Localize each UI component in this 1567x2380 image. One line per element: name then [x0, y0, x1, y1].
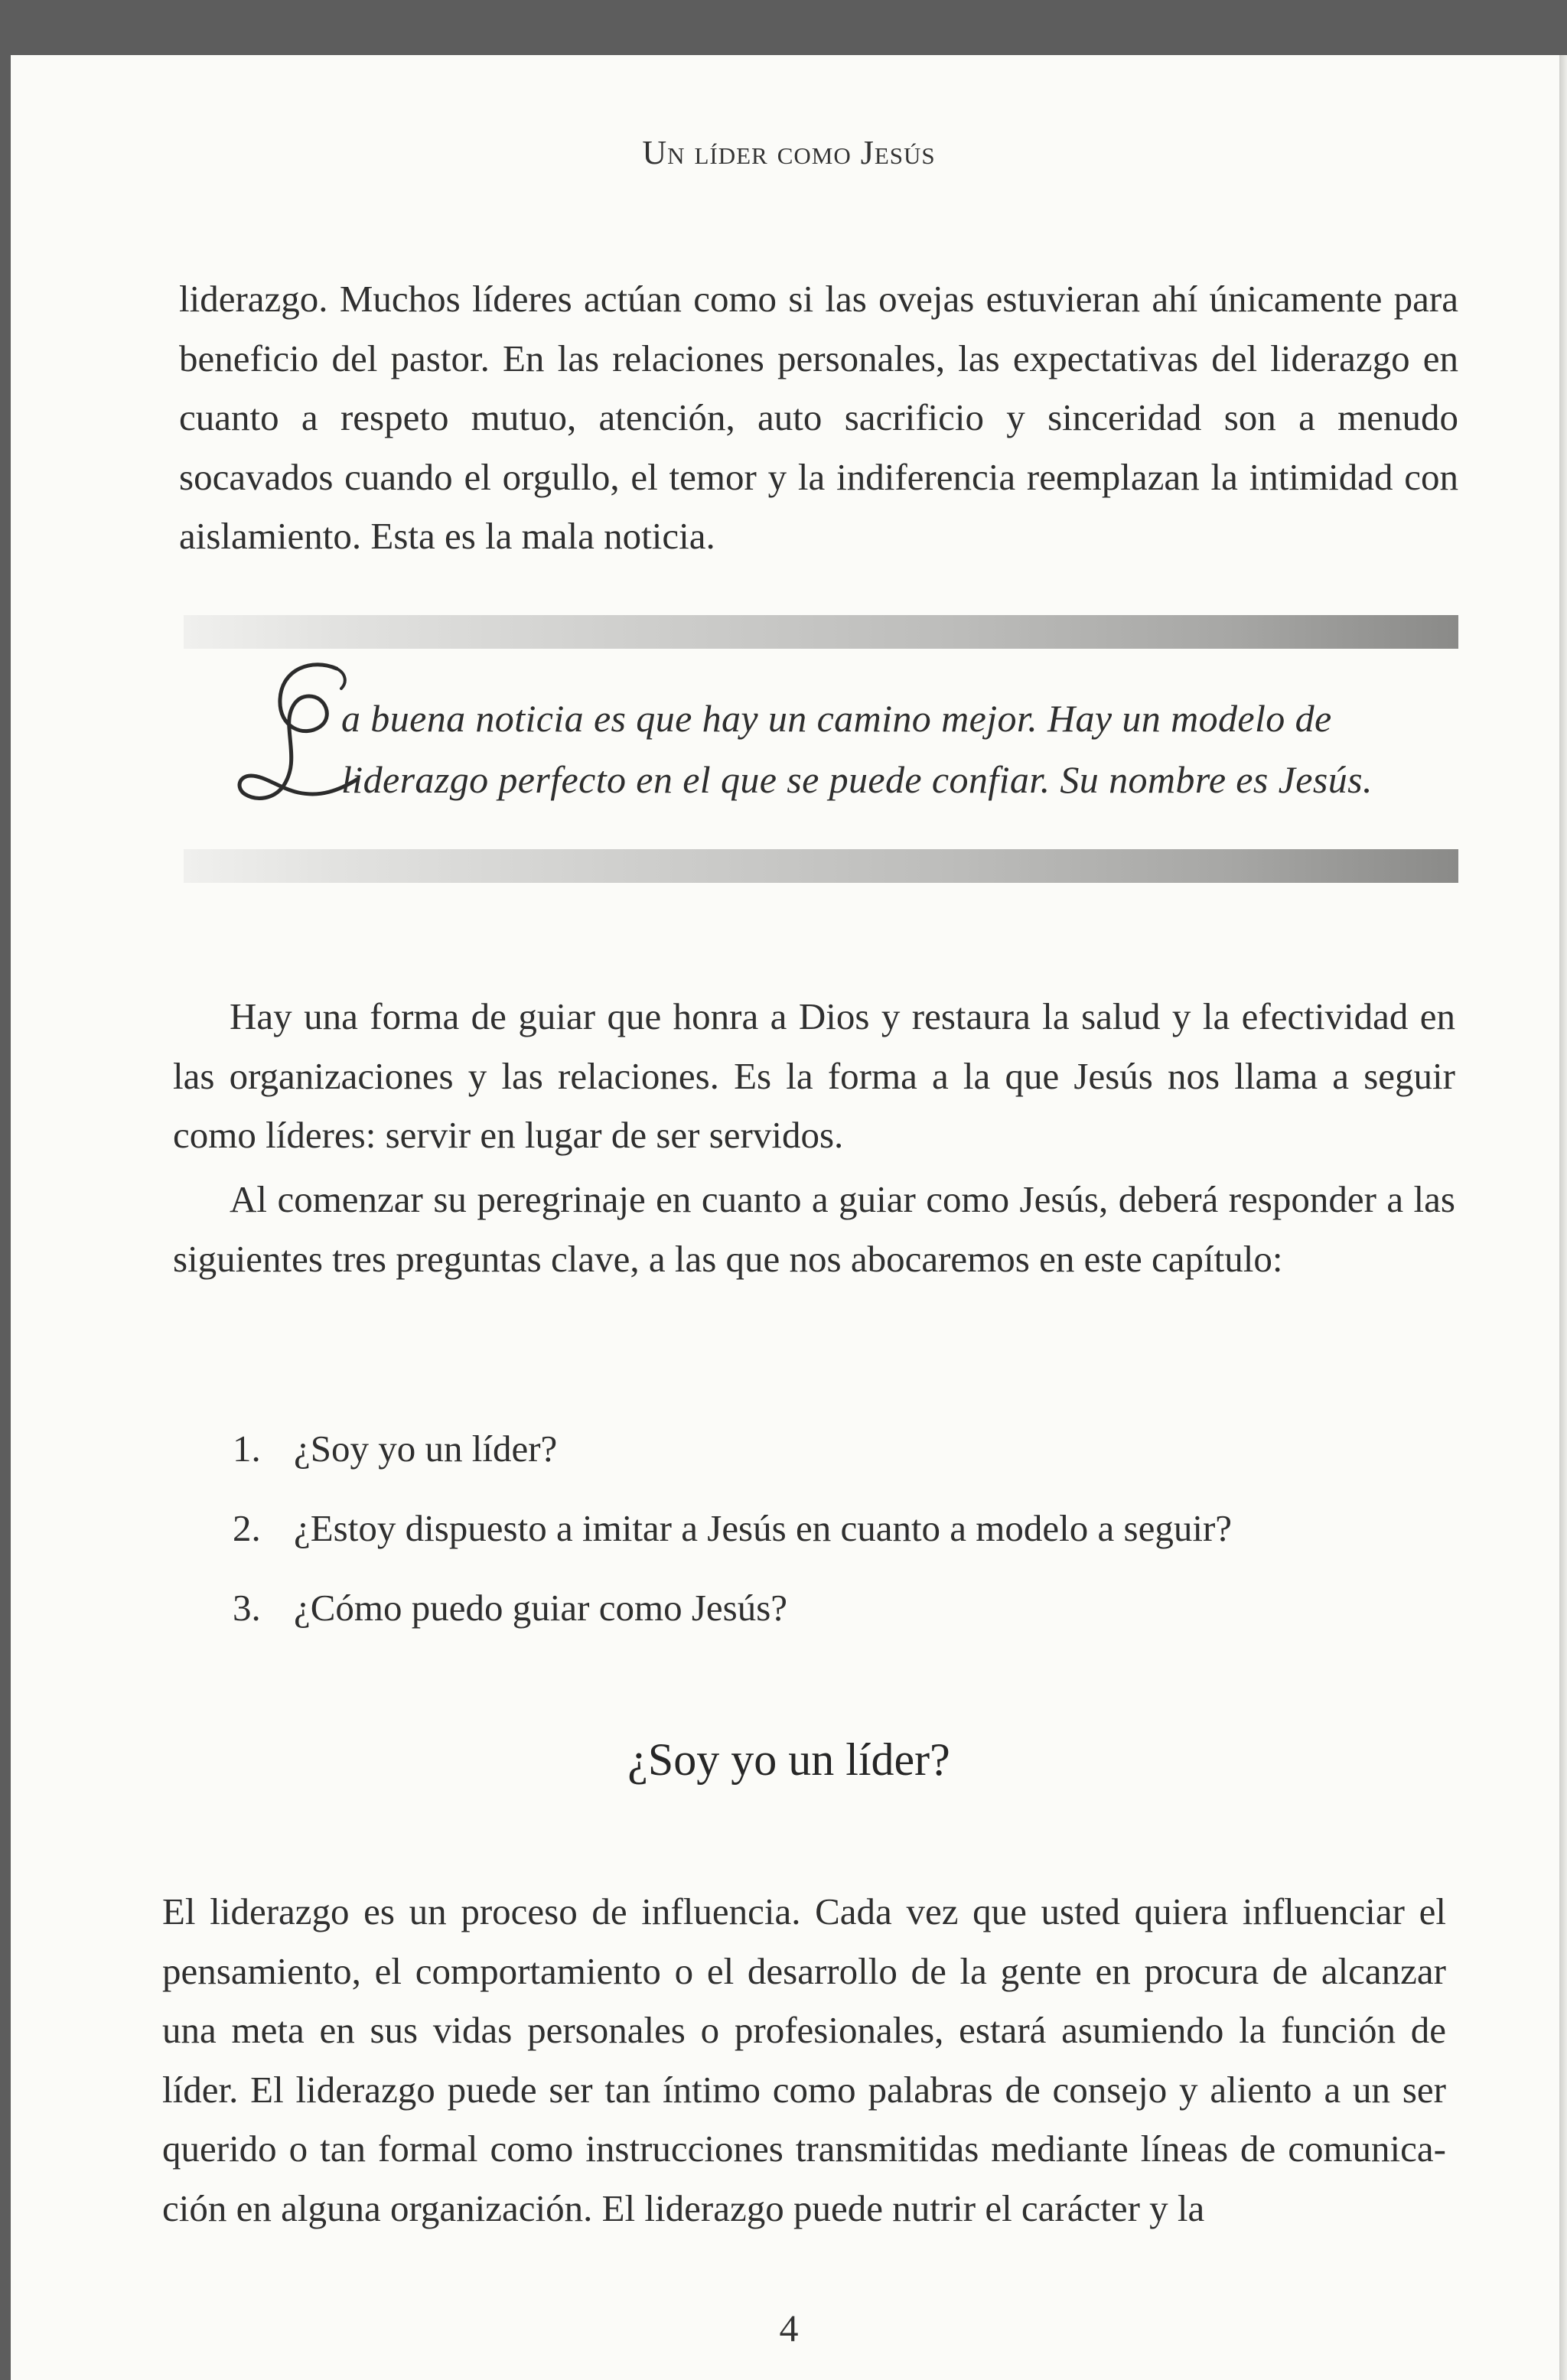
pull-quote-bottom-rule — [184, 849, 1458, 883]
page-edge — [1559, 55, 1567, 2380]
list-item — [233, 1568, 1232, 1648]
list-item-number: 1. — [233, 1428, 261, 1470]
list-item-number: 2. — [233, 1507, 261, 1549]
questions-list — [233, 1409, 1232, 1648]
running-header: Un líder como Jesús — [642, 134, 936, 171]
page-number: 4 — [779, 2307, 799, 2349]
pull-quote-top-rule — [184, 615, 1458, 649]
list-item-text: ¿Cómo puedo guiar como Jesús? — [294, 1587, 788, 1629]
list-item-text: ¿Estoy dispuesto a imitar a Jesús en cuanto a modelo a seguir? — [294, 1507, 1233, 1549]
list-item — [233, 1489, 1232, 1568]
paragraph-forma: Hay una forma de guiar que honra a Dios y restaura la salud y la efectividad en las organizaciones y las relaciones. Es la forma a la que Jesús nos llama a seguir como líderes: servir en lugar de ser servidos. — [173, 995, 1455, 1156]
intro-paragraph: liderazgo. Muchos líderes actúan como si las ovejas estuvieran ahí únicamente para beneficio del pastor. En las relaciones personales, las expectativas del liderazgo en cuanto a respeto mutuo, atención, auto sacrificio y sinceridad son a menudo socavados cuando el orgullo, el temor y la indiferencia reemplazan la intimidad con aislamiento. Esta es la mala noticia. — [179, 278, 1458, 557]
list-item-text: ¿Soy yo un líder? — [294, 1428, 558, 1470]
list-item-number: 3. — [233, 1587, 261, 1629]
paragraph-comenzar: Al comenzar su peregrinaje en cuanto a guiar como Jesús, deberá responder a las siguientes tres preguntas clave, a las que nos abocaremos en este capítulo: — [173, 1178, 1455, 1280]
pull-quote-line-2: liderazgo perfecto en el que se puede confiar. Su nombre es Jesús. — [341, 758, 1373, 801]
section-heading: ¿Soy yo un líder? — [627, 1734, 950, 1785]
pull-quote-line-1: a buena noticia es que hay un camino mejor. Hay un modelo de — [341, 697, 1332, 740]
paragraph-influencia: El liderazgo es un proceso de influencia. Cada vez que usted quiera influenciar el pensamiento, el comportamiento o el desarrollo de la gente en procura de alcanzar una meta en sus vidas personales o profesionales, estará asumiendo la función de líder. El liderazgo puede ser tan íntimo como palabras de consejo y aliento a un ser querido o tan formal como instrucciones transmitidas mediante líneas de comunicación en alguna organización. El liderazgo puede nutrir el carácter y la — [162, 1890, 1446, 2229]
book-page — [11, 55, 1567, 2380]
list-item — [233, 1409, 1232, 1489]
